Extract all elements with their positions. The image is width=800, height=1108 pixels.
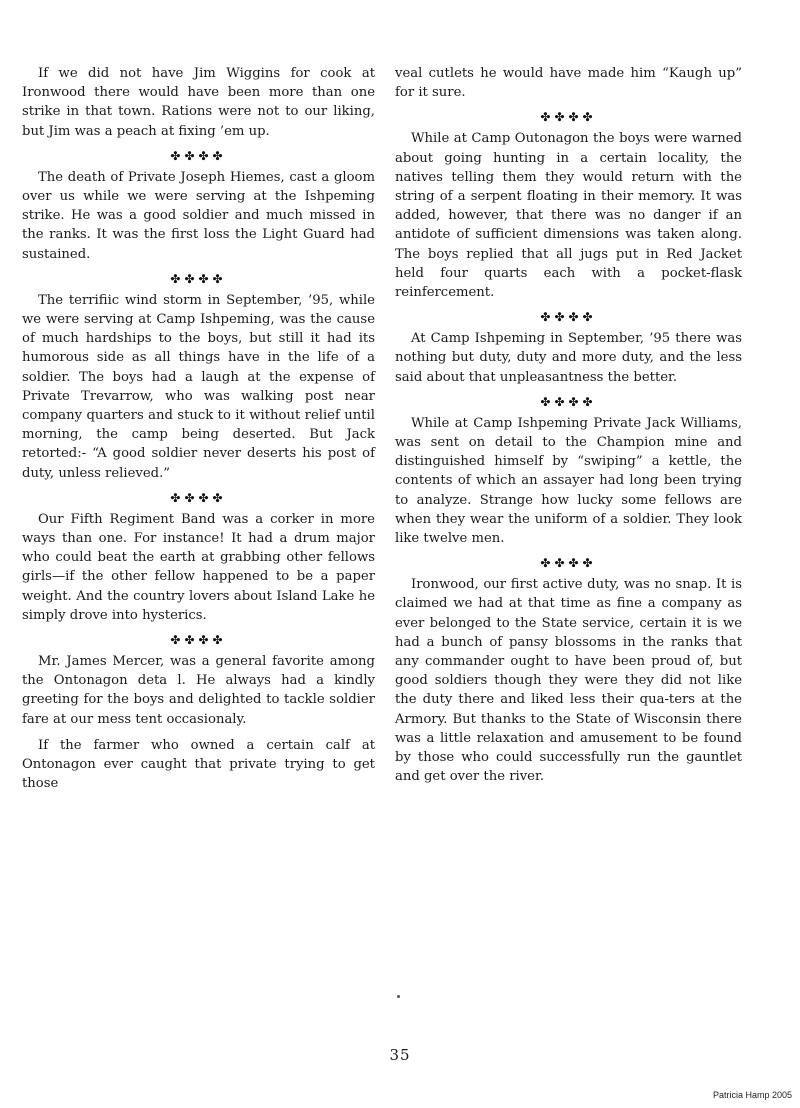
paragraph-jack-williams: While at Camp Ishpeming Private Jack Williams, was sent on detail to the Champion mine and distinguished himself by “swiping” a kettle, the contents of which an assayer had long been trying to analyze. Strange how lucky some fellows are when they wear the uniform of a soldier. They look like twelve men.	[395, 415, 742, 547]
paragraph-camp-outonagon: While at Camp Outonagon the boys were warned about going hunting in a certain locality, the natives telling them they would return with the string of a serpent floating in their memory. It was added, however, that there was no danger if an antidote of sufficient dimensions was taken along. The boys replied that all jugs put in Red Jacket held four quarts each with a pocket-flask reinfercement.	[395, 131, 742, 301]
paragraph-jim-wiggins: If we did not have Jim Wiggins for cook at Ironwood there would have been more than one strike in that town. Rations were not to our liking, but Jim was a peach at fixing ’em up.	[22, 66, 375, 139]
paragraph-james-mercer: Mr. James Mercer, was a general favorite among the Ontonagon deta l. He always had a kindly greeting for the boys and delighted to tackle soldier fare at our mess tent occasionaly.	[22, 654, 375, 727]
paragraph-veal-cutlets: veal cutlets he would have made him “Kaugh up” for it sure.	[395, 66, 742, 101]
section-separator: ✤✤✤✤	[540, 556, 597, 571]
paragraph-joseph-hiemes: The death of Private Joseph Hiemes, cast a gloom over us while we were serving at the Ishpeming strike. He was a good soldier and much missed in the ranks. It was the first loss the Light Guard had sustained.	[22, 169, 375, 262]
paragraph-wind-storm: The terrifiic wind storm in September, ’95, while we were serving at Camp Ishpeming, was the cause of much hardships to the boys, but still it had its humorous side as all things have in the life of a soldier. The boys had a laugh at the expense of Private Trevarrow, who was walking post near company quarters and stuck to it without relief until morning, the camp being deserted. But Jack retorted:- “A good soldier never deserts his post of duty, unless relieved.”	[22, 292, 375, 481]
paragraph-camp-ishpeming-duty: At Camp Ishpeming in September, ’95 there was nothing but duty, duty and more duty, and the less said about that unpleasantness the better.	[395, 331, 742, 385]
section-separator: ✤✤✤✤	[170, 271, 227, 286]
section-separator: ✤✤✤✤	[540, 110, 597, 125]
page-number: 35	[389, 1046, 411, 1064]
section-separator: ✤✤✤✤	[170, 148, 227, 163]
section-separator: ✤✤✤✤	[170, 633, 227, 648]
ink-speck	[397, 995, 400, 998]
section-separator: ✤✤✤✤	[170, 490, 227, 505]
paragraph-fifth-regiment-band: Our Fifth Regiment Band was a corker in more ways than one. For instance! It had a drum major who could beat the earth at grabbing other fellows girls—if the other fellow happened to be a paper weight. And the country lovers about Island Lake he simply drove into hysterics.	[22, 511, 375, 623]
credit-text: Patricia Hamp 2005	[712, 1090, 792, 1100]
section-separator: ✤✤✤✤	[540, 310, 597, 325]
right-column	[395, 64, 742, 794]
left-column	[22, 64, 375, 801]
paragraph-calf-ontonagon: If the farmer who owned a certain calf at Ontonagon ever caught that private trying to get those	[22, 737, 375, 792]
paragraph-ironwood: Ironwood, our first active duty, was no snap. It is claimed we had at that time as fine a company as ever belonged to the State service, certain it is we had a bunch of pansy blossoms in the ranks that any commander ought to have been proud of, but good soldiers though they were they did not like the duty there and liked less their qua-ters at the Armory. But thanks to the State of Wisconsin there was a little relaxation and amusement to be found by those who could successfully run the gauntlet and get over the river.	[395, 577, 742, 785]
section-separator: ✤✤✤✤	[540, 394, 597, 409]
